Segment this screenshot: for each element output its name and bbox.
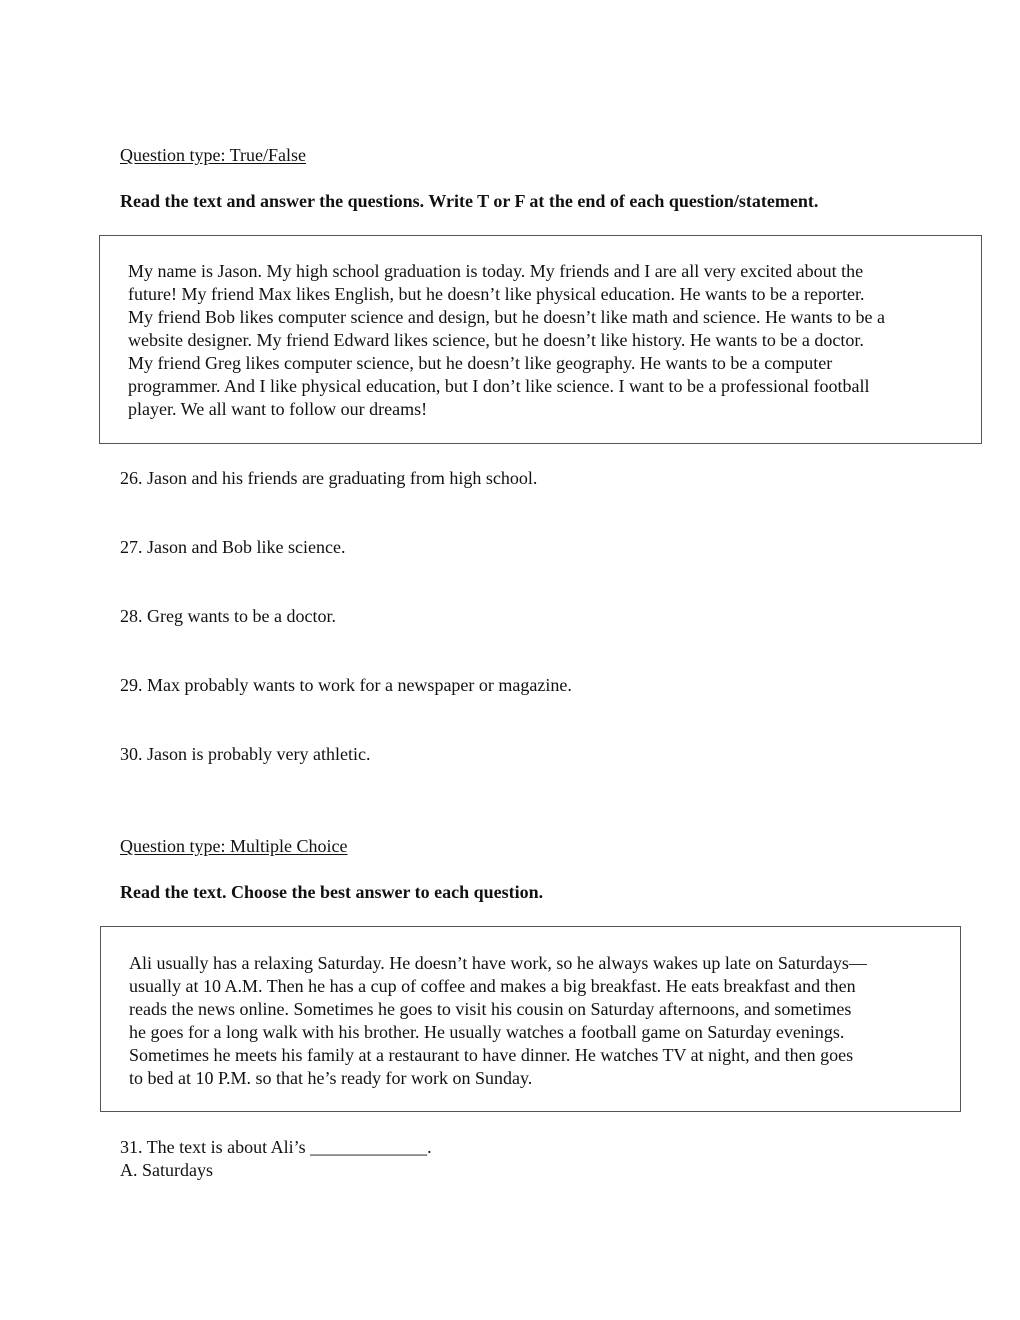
passage-line: he goes for a long walk with his brother. He usually watches a football game on Saturday evenings. (129, 1022, 845, 1042)
question-26: 26. Jason and his friends are graduating from high school. (120, 468, 538, 488)
passage-box-ali (100, 926, 961, 1112)
passage-line: My friend Bob likes computer science and design, but he doesn’t like math and science. He wants to be a (128, 307, 885, 327)
instructions-multiple-choice: Read the text. Choose the best answer to each question. (120, 882, 544, 902)
passage-line: future! My friend Max likes English, but he doesn’t like physical education. He wants to be a reporter. (128, 284, 865, 304)
question-31-option-a: A. Saturdays (120, 1160, 213, 1180)
passage-box-jason (99, 235, 982, 444)
instructions-true-false: Read the text and answer the questions. Write T or F at the end of each question/statement. (120, 191, 819, 211)
passage-line: reads the news online. Sometimes he goes to visit his cousin on Saturday afternoons, and sometimes (129, 999, 852, 1019)
passage-line: Ali usually has a relaxing Saturday. He doesn’t have work, so he always wakes up late on Saturdays— (129, 953, 867, 973)
question-31: 31. The text is about Ali’s _____________. (120, 1137, 432, 1157)
question-30: 30. Jason is probably very athletic. (120, 744, 371, 764)
passage-line: programmer. And I like physical education, but I don’t like science. I want to be a professional football (128, 376, 870, 396)
passage-line: Sometimes he meets his family at a restaurant to have dinner. He watches TV at night, and then goes (129, 1045, 854, 1065)
question-27: 27. Jason and Bob like science. (120, 537, 346, 557)
section-label-multiple-choice: Question type: Multiple Choice (120, 836, 348, 856)
passage-line: website designer. My friend Edward likes science, but he doesn’t like history. He wants to be a doctor. (128, 330, 864, 350)
passage-line: My name is Jason. My high school graduation is today. My friends and I are all very excited about the (128, 261, 864, 281)
passage-line: to bed at 10 P.M. so that he’s ready for work on Sunday. (129, 1068, 533, 1088)
passage-line: usually at 10 A.M. Then he has a cup of coffee and makes a big breakfast. He eats breakfast and then (129, 976, 856, 996)
passage-line: My friend Greg likes computer science, but he doesn’t like geography. He wants to be a computer (128, 353, 833, 373)
section-label-true-false: Question type: True/False (120, 145, 307, 165)
question-28: 28. Greg wants to be a doctor. (120, 606, 336, 626)
question-29: 29. Max probably wants to work for a newspaper or magazine. (120, 675, 572, 695)
passage-line: player. We all want to follow our dreams! (128, 399, 428, 419)
